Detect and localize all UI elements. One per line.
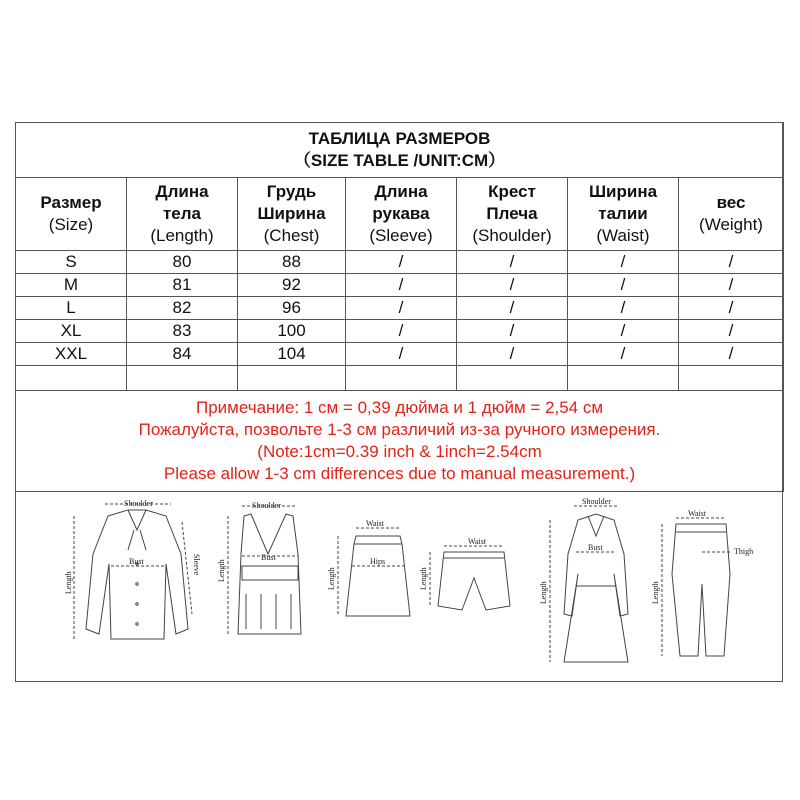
trousers-diagram	[651, 509, 753, 656]
label-thigh: Thigh	[734, 547, 754, 556]
table-cell: XXL	[16, 343, 127, 366]
table-cell: /	[568, 274, 679, 297]
table-cell: 83	[127, 320, 238, 343]
blouse-diagram	[64, 499, 201, 639]
table-cell: 100	[238, 320, 346, 343]
table-cell: /	[679, 297, 784, 320]
tank-top-diagram	[217, 501, 301, 634]
label-length-6: Length	[651, 581, 660, 604]
column-header-en: (Shoulder)	[472, 226, 552, 245]
label-length-5: Length	[539, 581, 548, 604]
table-cell: /	[457, 343, 568, 366]
column-header-en: (Waist)	[596, 226, 650, 245]
table-cell: /	[457, 251, 568, 274]
table-cell: L	[16, 297, 127, 320]
column-header-ru: Крест	[488, 182, 536, 201]
table-cell: /	[568, 343, 679, 366]
column-header-en: (Size)	[48, 215, 94, 234]
table-cell: 88	[238, 251, 346, 274]
column-header-ru: рукава	[372, 204, 430, 223]
table-cell: M	[16, 274, 127, 297]
table-cell: 84	[127, 343, 238, 366]
table-title-ru: ТАБЛИЦА РАЗМЕРОВ	[308, 129, 491, 148]
table-cell: 92	[238, 274, 346, 297]
label-length-3: Length	[327, 567, 336, 590]
shorts-diagram	[419, 537, 510, 610]
label-length-2: Length	[217, 559, 226, 582]
column-header-en: (Chest)	[263, 226, 320, 245]
label-length-4: Length	[419, 567, 428, 590]
column-header-en: (Length)	[150, 226, 214, 245]
note-line-1: Примечание: 1 см = 0,39 дюйма и 1 дюйм = 2,54 см	[196, 398, 604, 417]
column-header-ru: тела	[162, 204, 202, 223]
skirt-diagram	[327, 519, 410, 616]
column-header-ru: Ширина	[257, 204, 326, 223]
table-cell: XL	[16, 320, 127, 343]
table-cell: /	[457, 297, 568, 320]
coat-diagram	[539, 497, 628, 662]
label-waist-2: Waist	[468, 537, 487, 546]
column-header-en: (Weight)	[699, 215, 763, 234]
table-title-en: （SIZE TABLE /UNIT:CM）	[293, 151, 506, 170]
note-line-3: (Note:1cm=0.39 inch & 1inch=2.54cm	[257, 442, 542, 461]
label-hips: Hips	[370, 557, 386, 566]
label-shoulder-3: Shoulder	[582, 497, 611, 506]
table-cell: /	[457, 274, 568, 297]
column-header-ru: Ширина	[588, 182, 658, 201]
table-cell: S	[16, 251, 127, 274]
column-header-ru: Длина	[155, 182, 209, 201]
column-header-ru: Грудь	[266, 182, 317, 201]
label-shoulder: Shoulder	[124, 499, 153, 508]
label-bust: Bust	[129, 557, 144, 566]
table-cell: /	[568, 251, 679, 274]
label-waist-3: Waist	[688, 509, 707, 518]
table-cell: /	[346, 343, 457, 366]
table-cell: /	[679, 251, 784, 274]
table-cell: /	[346, 320, 457, 343]
column-header-ru: вес	[716, 193, 746, 212]
label-shoulder-2: Shoulder	[252, 501, 281, 510]
table-cell: 80	[127, 251, 238, 274]
table-cell: /	[679, 320, 784, 343]
table-cell: /	[568, 320, 679, 343]
table-cell: /	[568, 297, 679, 320]
label-bust-3: Bust	[588, 543, 603, 552]
table-cell: /	[346, 274, 457, 297]
label-length: Length	[64, 571, 73, 594]
table-cell: /	[457, 320, 568, 343]
column-header-ru: талии	[598, 204, 648, 223]
table-cell: /	[679, 274, 784, 297]
table-cell: /	[679, 343, 784, 366]
measurement-diagrams	[16, 494, 782, 681]
column-header-ru: Длина	[374, 182, 428, 201]
table-cell: 81	[127, 274, 238, 297]
note-line-4: Please allow 1-3 cm differences due to manual measurement.)	[163, 464, 636, 483]
table-cell: /	[346, 297, 457, 320]
column-header-ru: Плеча	[486, 204, 538, 223]
note-line-2: Пожалуйста, позвольте 1-3 см различий из-за ручного измерения.	[138, 420, 661, 439]
table-cell: /	[346, 251, 457, 274]
table-cell: 96	[238, 297, 346, 320]
label-sleeve: Sleeve	[192, 554, 201, 576]
table-cell: 104	[238, 343, 346, 366]
label-waist: Waist	[366, 519, 385, 528]
label-bust-2: Bust	[261, 553, 276, 562]
column-header-ru: Размер	[40, 193, 102, 212]
table-cell: 82	[127, 297, 238, 320]
column-header-en: (Sleeve)	[369, 226, 433, 245]
